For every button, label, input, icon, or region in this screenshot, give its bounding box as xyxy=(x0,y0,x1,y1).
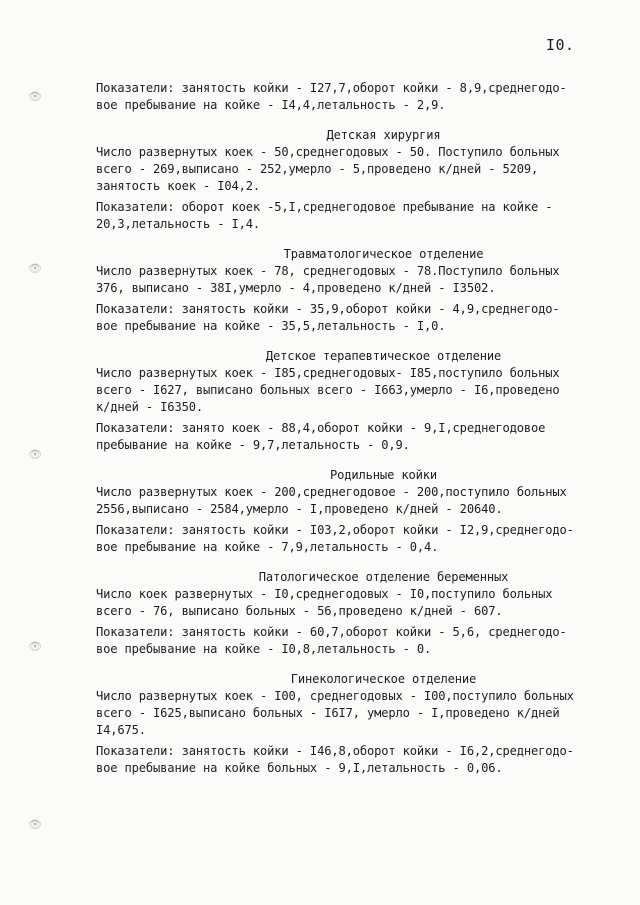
binder-hole-mark: 👁︎ xyxy=(28,262,42,275)
pediatric-surgery-beds-paragraph xyxy=(96,144,621,195)
report-body xyxy=(96,80,621,777)
text-line: к/дней - I6350. xyxy=(96,400,203,414)
binder-hole-mark: 👁︎ xyxy=(28,640,42,653)
section-heading-pediatric-surgery: Детская хирургия xyxy=(326,128,441,142)
text-line: вое пребывание на койке - 7,9,летальность - 0,4. xyxy=(96,540,439,554)
text-line: Показатели: занятость койки - I46,8,оборот койки - I6,2,среднегодо- xyxy=(96,744,574,758)
traumatology-indicators-paragraph xyxy=(96,301,621,335)
text-line: вое пребывание на койке - 35,5,летальность - I,0. xyxy=(96,319,446,333)
text-line: Показатели: занятость койки - 60,7,оборот койки - 5,6, среднегодо- xyxy=(96,625,567,639)
binder-hole-mark: 👁︎ xyxy=(28,818,42,831)
section-heading-gynecology: Гинекологическое отделение xyxy=(290,672,477,686)
pregnancy-pathology-indicators-paragraph xyxy=(96,624,621,658)
text-line: Показатели: оборот коек -5,I,среднегодовое пребывание на койке - xyxy=(96,200,553,214)
text-line: 20,3,летальность - I,4. xyxy=(96,217,261,231)
text-line: вое пребывание на койке - I0,8,летальность - 0. xyxy=(96,642,432,656)
gynecology-indicators-paragraph xyxy=(96,743,621,777)
gynecology-beds-paragraph xyxy=(96,688,621,739)
text-line: Показатели: занятость койки - 35,9,оборот койки - 4,9,среднегодо- xyxy=(96,302,560,316)
text-line: Показатели: занятость койки - I27,7,оборот койки - 8,9,среднегодо- xyxy=(96,81,567,95)
text-line: Показатели: занято коек - 88,4,оборот койки - 9,I,среднегодовое xyxy=(96,421,546,435)
text-line: всего - I625,выписано больных - I6I7, умерло - I,проведено к/дней xyxy=(96,706,560,720)
maternity-beds-paragraph xyxy=(96,484,621,518)
section-heading-pediatric-therapy: Детское терапевтическое отделение xyxy=(265,349,502,363)
text-line: пребывание на койке - 9,7,летальность - 0,9. xyxy=(96,438,410,452)
text-line: Число развернутых коек - 200,среднегодовое - 200,поступило больных xyxy=(96,485,567,499)
traumatology-beds-paragraph xyxy=(96,263,621,297)
page-number: I0. xyxy=(546,36,575,54)
text-line: Число развернутых коек - 78, среднегодовых - 78.Поступило больных xyxy=(96,264,560,278)
text-line: вое пребывание на койке больных - 9,I,летальность - 0,06. xyxy=(96,761,503,775)
pediatric-therapy-indicators-paragraph xyxy=(96,420,621,454)
section-heading-pregnancy-pathology: Патологическое отделение беременных xyxy=(258,570,509,584)
text-line: Показатели: занятость койки - I03,2,оборот койки - I2,9,среднегодо- xyxy=(96,523,574,537)
pregnancy-pathology-beds-paragraph xyxy=(96,586,621,620)
text-line: всего - I627, выписано больных всего - I663,умерло - I6,проведено xyxy=(96,383,560,397)
maternity-indicators-paragraph xyxy=(96,522,621,556)
text-line: Число коек развернутых - I0,среднегодовых - I0,поступило больных xyxy=(96,587,553,601)
binder-hole-mark: 👁︎ xyxy=(28,448,42,461)
text-line: всего - 76, выписано больных - 56,проведено к/дней - 607. xyxy=(96,604,503,618)
text-line: 376, выписано - 38I,умерло - 4,проведено к/дней - I3502. xyxy=(96,281,496,295)
text-line: Число развернутых коек - 50,среднегодовых - 50. Поступило больных xyxy=(96,145,560,159)
pediatric-therapy-beds-paragraph xyxy=(96,365,621,416)
text-line: всего - 269,выписано - 252,умерло - 5,проведено к/дней - 5209, xyxy=(96,162,539,176)
text-line: I4,675. xyxy=(96,723,146,737)
section-heading-traumatology: Травматологическое отделение xyxy=(283,247,484,261)
summary-indicators-paragraph xyxy=(96,80,621,114)
text-line: Число развернутых коек - I00, среднегодовых - I00,поступило больных xyxy=(96,689,574,703)
text-line: Число развернутых коек - I85,среднегодовых- I85,поступило больных xyxy=(96,366,560,380)
binder-hole-mark: 👁︎ xyxy=(28,90,42,103)
pediatric-surgery-indicators-paragraph xyxy=(96,199,621,233)
text-line: вое пребывание на койке - I4,4,летальность - 2,9. xyxy=(96,98,446,112)
text-line: 2556,выписано - 2584,умерло - I,проведено к/дней - 20640. xyxy=(96,502,503,516)
text-line: занятость коек - I04,2. xyxy=(96,179,261,193)
section-heading-maternity-beds: Родильные койки xyxy=(330,468,437,482)
